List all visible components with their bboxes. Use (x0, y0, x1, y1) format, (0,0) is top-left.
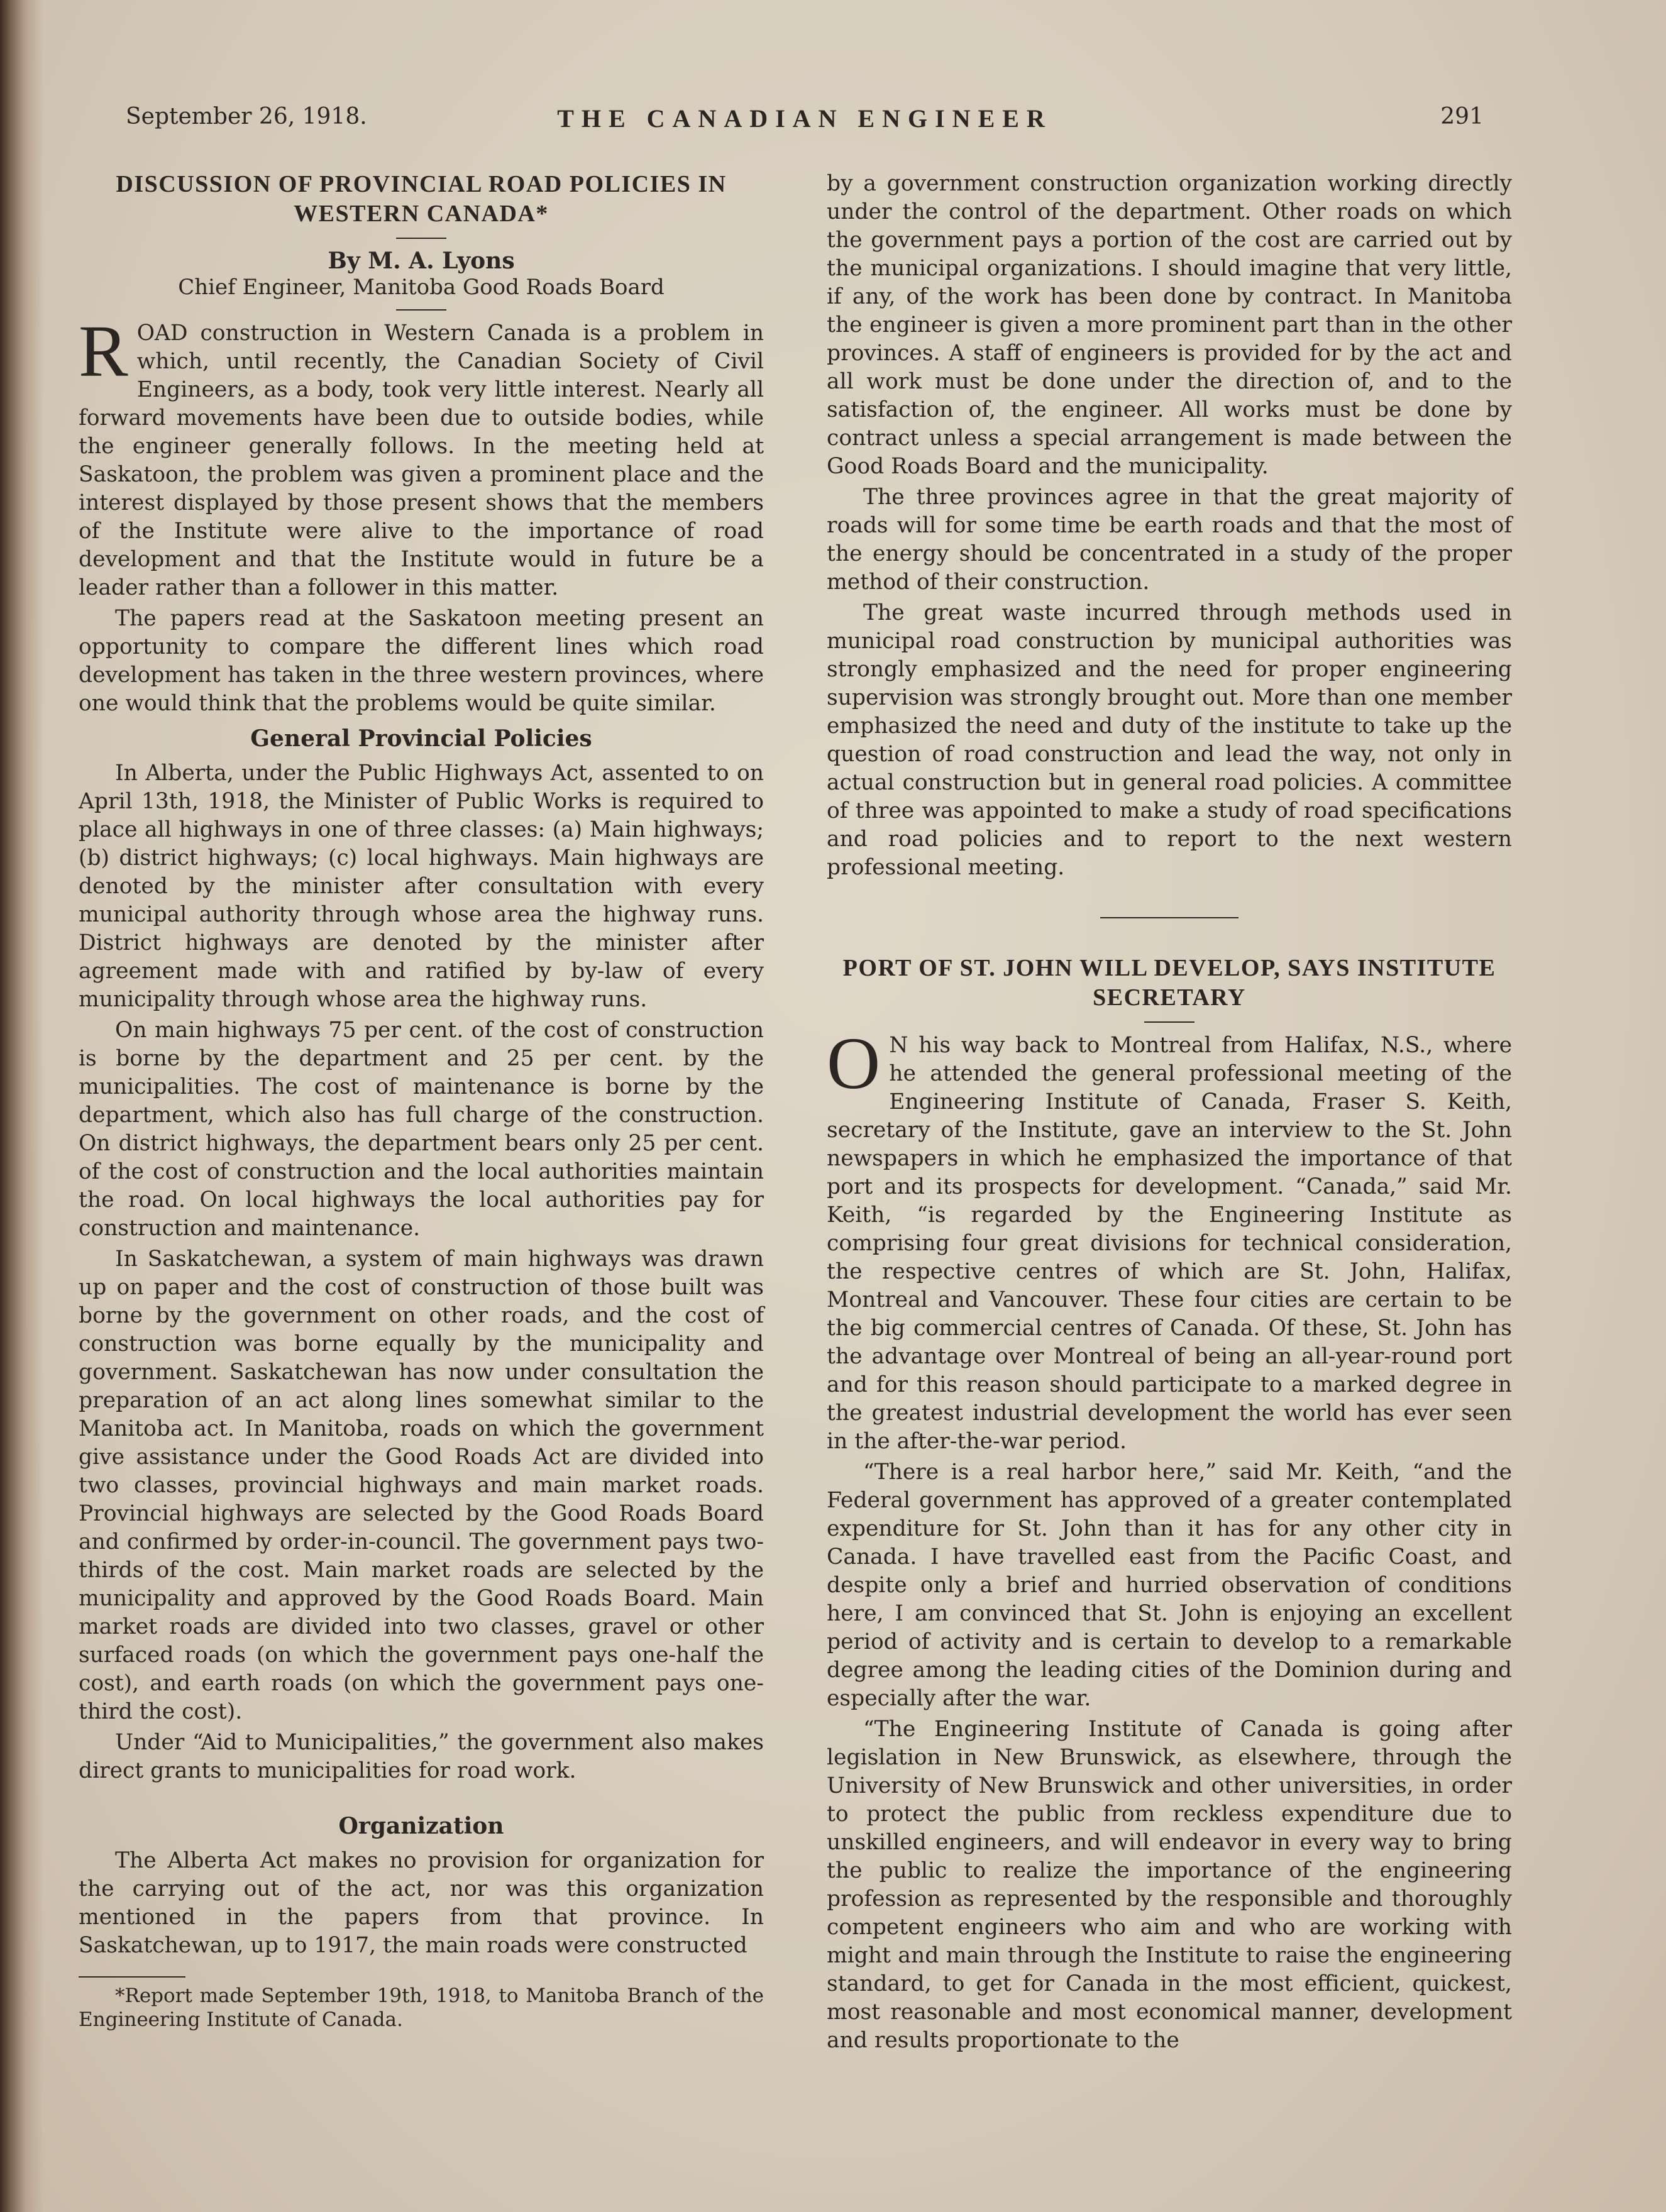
subhead-general-provincial-policies: General Provincial Policies (250, 725, 592, 752)
article2-title: PORT OF ST. JOHN WILL DEVELOP, SAYS INSTITUTE SECRETARY (842, 955, 1496, 1011)
page-number: 291 (1440, 104, 1484, 129)
byline-rule (396, 309, 446, 311)
article1-affiliation: Chief Engineer, Manitoba Good Roads Board (178, 275, 665, 300)
title-rule (396, 238, 446, 239)
article2-paragraph-3: “The Engineering Institute of Canada is going after legislation in New Brunswick, as elsewhere, through the University of New Brunswick and other universities, in order to protect the public from reckless expenditure due to unskilled engineers, and will endeavor in every way to bring the public to realize the importance of the engineering profession as represented by the responsible and thoroughly competent engineers who aim and who are working with might and main through the Institute to raise the engineering standard, to get for Canada in the most efficient, quickest, most reasonable and most economical manner, development and results proportionate to the (827, 1717, 1512, 2053)
article1-paragraph-2: The papers read at the Saskatoon meeting present an opportunity to compare the different lines which road development has taken in the three western provinces, where one would think that the problems would be quite similar. (79, 606, 764, 716)
article-separator-rule (1100, 917, 1238, 918)
article2-intro-text: N his way back to Montreal from Halifax, N.S., where he attended the general professional meeting of the Engineering Institute of Canada, Fraser S. Keith, secretary of the Institute, gave an interview to the St. John newspapers in which he emphasized the importance of that port and its prospects for development. “Canada,” said Mr. Keith, “is regarded by the Engineering Institute as comprising four great divisions for technical consideration, the respective centres of which are St. John, Halifax, Montreal and Vancouver. These four cities are certain to be the big commercial centres of Canada. Of these, St. John has the advantage over Montreal of being an all-year-round port and for this reason should participate to a marked degree in the greatest industrial development the world has ever seen in the after-the-war period. (827, 1033, 1512, 1454)
header-date: September 26, 1918. (126, 104, 367, 129)
article1-title: DISCUSSION OF PROVINCIAL ROAD POLICIES IN WESTERN CANADA* (116, 171, 727, 227)
page-edge-shadow (0, 0, 44, 2212)
article2-title-rule (1144, 1021, 1194, 1023)
running-header (126, 104, 1484, 148)
article2-paragraph-2: “There is a real harbor here,” said Mr. Keith, “and the Federal government has approved of a greater contemplated expenditure for St. John than it has for any other city in Canada. I have travelled east from the Pacific Coast, and despite only a brief and hurried observation of conditions here, I am convinced that St. John is enjoying an excellent period of activity and is certain to develop to a remarkable degree among the leading cities of the Dominion during and especially after the war. (827, 1460, 1512, 1711)
dropcap-r: R (79, 310, 128, 392)
article1-paragraph-4: On main highways 75 per cent. of the cost of construction is borne by the department and 25 per cent. by the municipalities. The cost of maintenance is borne by the department, which also has full charge of the construction. On district highways, the department bears only 25 per cent. of the cost of construction and the local authorities maintain the road. On local highways the local authorities pay for construction and maintenance. (79, 1018, 764, 1241)
dropcap-o: O (827, 1022, 881, 1104)
article1-intro-text: OAD construction in Western Canada is a problem in which, until recently, the Canadian Society of Civil Engineers, as a body, took very little interest. Nearly all forward movements have been due to outside bodies, while the engineer generally follows. In the meeting held at Saskatoon, the problem was given a prominent place and the interest displayed by those present shows that the members of the Institute were alive to the importance of road development and that the Institute would in future be a leader rather than a follower in this matter. (79, 321, 764, 600)
footnote-rule (79, 1976, 185, 1978)
article1-intro-paragraph (79, 310, 764, 602)
footnote: *Report made September 19th, 1918, to Manitoba Branch of the Engineering Institute of Canada. (79, 1984, 764, 2031)
subhead-organization: Organization (338, 1813, 504, 1839)
article1-paragraph-6: Under “Aid to Municipalities,” the government also makes direct grants to municipalities for road work. (79, 1730, 764, 1783)
article1-byline: By M. A. Lyons (328, 248, 515, 274)
article1-paragraph-3: In Alberta, under the Public Highways Act, assented to on April 13th, 1918, the Minister of Public Works is required to place all highways in one of three classes: (a) Main highways; (b) district highways; (c) local highways. Main highways are denoted by the minister after consultation with every municipal authority through whose area the highway runs. District highways are denoted by the minister after agreement made with and ratified by by-law of every municipality through whose area the highway runs. (79, 761, 764, 1012)
article1-paragraph-10: The great waste incurred through methods used in municipal road construction by municipal authorities was strongly emphasized and the need for proper engineering supervision was strongly brought out. More than one member emphasized the need and duty of the institute to take up the question of road construction and lead the way, not only in actual construction but in general road policies. A committee of three was appointed to make a study of road specifications and road policies and to report to the next western professional meeting. (827, 600, 1512, 880)
article1-paragraph-9: The three provinces agree in that the great majority of roads will for some time be earth roads and that the most of the energy should be concentrated in a study of the proper method of their construction. (827, 485, 1512, 595)
left-column (79, 170, 764, 2093)
article2-intro-paragraph (827, 1022, 1512, 1456)
journal-title: THE CANADIAN ENGINEER (557, 104, 1052, 133)
right-column (827, 170, 1512, 2093)
article1-paragraph-8: by a government construction organization working directly under the control of the department. Other roads on which the government pays a portion of the cost are carried out by the municipal organizations. I should imagine that very little, if any, of the work has been done by contract. In Manitoba the engineer is given a more prominent part than in the other provinces. A staff of engineers is provided for by the act and all work must be done under the direction of, and to the satisfaction of, the engineer. All works must be done by contract unless a special arrangement is made between the Good Roads Board and the municipality. (827, 171, 1512, 479)
article1-paragraph-7: The Alberta Act makes no provision for organization for the carrying out of the act, nor was this organization mentioned in the papers from that province. In Saskatchewan, up to 1917, the main roads were constructed (79, 1848, 764, 1958)
article1-paragraph-5: In Saskatchewan, a system of main highways was drawn up on paper and the cost of construction of those built was borne by the government on other roads, and the cost of construction was borne equally by the municipality and government. Saskatchewan has now under consultation the preparation of an act along lines somewhat similar to the Manitoba act. In Manitoba, roads on which the government give assistance under the Good Roads Act are divided into two classes, provincial highways and main market roads. Provincial highways are selected by the Good Roads Board and confirmed by order-in-council. The government pays two-thirds of the cost. Main market roads are selected by the municipality and approved by the Good Roads Board. Main market roads are divided into two classes, gravel or other surfaced roads (on which the government pays one-half the cost), and earth roads (on which the government pays one-third the cost). (79, 1246, 764, 1724)
